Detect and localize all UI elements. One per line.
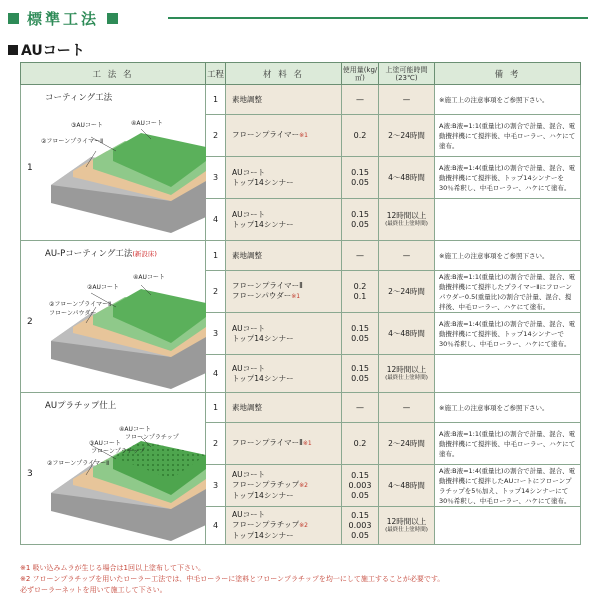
- usage-value: —: [356, 402, 364, 412]
- material-cell: [226, 355, 342, 393]
- material-name: トップ14シンナー: [232, 219, 294, 229]
- layer-label: フローンプラチップ: [125, 434, 179, 441]
- section-title: [8, 40, 85, 60]
- header-usage: 使用量(kg/㎡): [342, 63, 379, 85]
- usage-cell: [342, 241, 379, 271]
- interval-cell: [379, 85, 435, 115]
- interval-value: —: [402, 95, 411, 104]
- interval-cell: [379, 241, 435, 271]
- usage-value: —: [356, 94, 364, 104]
- material-cell: [226, 199, 342, 241]
- step-number: 4: [206, 355, 226, 393]
- usage-value: 0.05: [351, 490, 369, 500]
- usage-value: 0.05: [351, 219, 369, 229]
- usage-cell: [342, 271, 379, 313]
- material-name: トップ14シンナー: [232, 333, 294, 343]
- layer-label: ②フローンプライマーⅡ: [47, 460, 110, 467]
- layer-label: ②フローンプライマーⅡ: [41, 138, 104, 145]
- material-cell: [226, 157, 342, 199]
- usage-cell: [342, 199, 379, 241]
- method-title-text: コーティング工法: [45, 93, 113, 103]
- method-cell: [21, 85, 206, 241]
- bullet-square-icon: [8, 45, 18, 55]
- note-cell: [435, 393, 581, 423]
- step-number: 4: [206, 199, 226, 241]
- layer-label: ④AUコート: [133, 274, 165, 281]
- step-number: 3: [206, 313, 226, 355]
- footnote-1: ※1 吸い込みムラが生じる場合は1回以上塗布して下さい。: [20, 564, 205, 572]
- note-cell: [435, 423, 581, 465]
- material-mark: ※1: [291, 293, 301, 300]
- material-name: フローンプライマーⅡ: [232, 281, 303, 290]
- method-cell: [21, 241, 206, 393]
- interval-cell: [379, 271, 435, 313]
- interval-cell: [379, 465, 435, 507]
- interval-value: 12時間以上: [386, 364, 427, 374]
- layer-label: ④AUコート: [119, 426, 151, 433]
- interval-cell: [379, 199, 435, 241]
- interval-value: (最終仕上塗時間): [385, 374, 428, 381]
- interval-cell: [379, 313, 435, 355]
- material-cell: [226, 85, 342, 115]
- interval-value: (最終仕上塗時間): [385, 526, 428, 533]
- header-material: 材 料 名: [226, 63, 342, 85]
- header-step: 工程: [206, 63, 226, 85]
- interval-cell: [379, 507, 435, 545]
- step-number: 4: [206, 507, 226, 545]
- note-cell: [435, 157, 581, 199]
- method-number: 3: [27, 468, 33, 479]
- usage-value: 0.003: [348, 520, 372, 530]
- layer-illustration: [21, 393, 206, 545]
- method-number: 2: [27, 316, 33, 327]
- note-cell: [435, 271, 581, 313]
- section-title-text: AUコート: [21, 43, 85, 59]
- interval-value: 2～24時間: [388, 439, 425, 448]
- usage-cell: [342, 423, 379, 465]
- note-cell: [435, 313, 581, 355]
- material-name: フローンパウダー: [232, 291, 292, 300]
- note-text: A液:B液=1:1(重量比)の割合で計量、混合、電動攪拌機にて撹拌したプライマーⅡにフローンパウダー0.5(重量比)の割合で計量、混合、撹拌後、中毛ローラー、ハケにて塗布。: [439, 272, 576, 311]
- step-number: 1: [206, 393, 226, 423]
- usage-cell: [342, 355, 379, 393]
- material-mark: ※1: [302, 440, 312, 447]
- interval-value: —: [402, 403, 411, 412]
- layer-label: ③AUコート: [89, 440, 121, 447]
- material-name: AUコート: [232, 209, 266, 219]
- page-banner: [8, 6, 163, 30]
- usage-cell: [342, 507, 379, 545]
- note-text: A液:B液=1:4(重量比)の割合で計量、混合、電動攪拌機にて撹拌後、トップ14シンナーで30％希釈し、中毛ローラー、ハケにて塗布。: [439, 319, 576, 348]
- material-name: トップ14シンナー: [232, 177, 294, 187]
- method-title-text: AUプラチップ仕上: [45, 401, 117, 411]
- note-text: A液:B液=1:1(重量比)の割合で計量、混合、電動攪拌機にて撹拌後、中毛ローラー、ハケにて塗布。: [439, 121, 576, 150]
- note-cell: [435, 241, 581, 271]
- usage-cell: [342, 393, 379, 423]
- interval-value: 2～24時間: [388, 131, 425, 140]
- footnote-2: ※2 フローンプラチップを用いたローラー工法では、中毛ローラーに塗料とフローンプラチップを均一にして施工することが必要です。: [20, 575, 445, 583]
- banner-divider: [168, 17, 588, 19]
- step-number: 2: [206, 115, 226, 157]
- footnotes: [20, 563, 595, 596]
- usage-value: 0.15: [351, 209, 369, 219]
- usage-value: 0.05: [351, 333, 369, 343]
- table-header-row: [21, 63, 581, 85]
- layer-label: フローンパウダー: [49, 310, 97, 317]
- material-name: フローンプラチップ: [232, 520, 300, 529]
- note-cell: [435, 465, 581, 507]
- banner-square-icon: [107, 13, 118, 24]
- step-number: 3: [206, 465, 226, 507]
- material-name: トップ14シンナー: [232, 531, 294, 540]
- method-title-mark: (新設床): [132, 250, 157, 258]
- note-text: ※施工上の注意事項をご参照下さい。: [439, 251, 549, 260]
- usage-cell: [342, 465, 379, 507]
- note-cell: [435, 507, 581, 545]
- material-name: AUコート: [232, 470, 266, 479]
- note-cell: [435, 85, 581, 115]
- material-name: トップ14シンナー: [232, 373, 294, 383]
- note-text: ※施工上の注意事項をご参照下さい。: [439, 95, 549, 104]
- banner-square-icon: [8, 13, 19, 24]
- layer-label: フローンプラチップ: [91, 448, 145, 455]
- material-cell: [226, 423, 342, 465]
- usage-cell: [342, 313, 379, 355]
- footnote-3: 必ずローラーネットを用いて施工して下さい。: [20, 586, 167, 594]
- page-title: 標準工法: [27, 9, 100, 28]
- layer-illustration: [21, 241, 206, 393]
- layer-label: ②AUコート: [87, 284, 119, 291]
- material-name: トップ14シンナー: [232, 491, 294, 500]
- layer-illustration: [21, 85, 206, 241]
- usage-cell: [342, 85, 379, 115]
- material-name: 素地調整: [232, 250, 262, 260]
- layer-label: ③AUコート: [71, 122, 103, 129]
- usage-cell: [342, 157, 379, 199]
- material-name: AUコート: [232, 363, 266, 373]
- interval-cell: [379, 115, 435, 157]
- step-number: 1: [206, 241, 226, 271]
- interval-cell: [379, 393, 435, 423]
- material-mark: ※2: [299, 482, 308, 489]
- material-mark: ※1: [299, 132, 308, 139]
- interval-cell: [379, 423, 435, 465]
- note-text: A液:B液=1:1(重量比)の割合で計量、混合、電動攪拌機にて撹拌後、中毛ローラー、ハケにて塗布。: [439, 429, 576, 458]
- step-number: 1: [206, 85, 226, 115]
- header-method: 工 法 名: [21, 63, 206, 85]
- usage-value: 0.003: [348, 480, 372, 490]
- spec-table: [20, 62, 581, 545]
- interval-value: 12時間以上: [386, 516, 427, 526]
- material-cell: [226, 271, 342, 313]
- material-name: フローンプライマー: [232, 130, 300, 139]
- interval-value: —: [402, 251, 411, 260]
- table-row: [21, 85, 581, 115]
- usage-value: 0.15: [351, 167, 369, 177]
- usage-value: 0.2: [353, 130, 367, 140]
- note-cell: [435, 355, 581, 393]
- usage-value: 0.05: [351, 530, 369, 540]
- material-name: AUコート: [232, 323, 266, 333]
- table-row: [21, 241, 581, 271]
- usage-value: 0.15: [351, 510, 369, 520]
- note-text: A液:B液=1:4(重量比)の割合で計量、混合、電動攪拌機にて撹拌したAUコートにフローンプラチップを5％加え、トップ14シンナーにて30％希釈し、中毛ローラー、ハケにて塗布。: [439, 466, 576, 505]
- note-text: A液:B液=1:4(重量比)の割合で計量、混合、電動攪拌機にて撹拌後、トップ14シンナーを30％希釈し、中毛ローラー、ハケにて塗布。: [439, 163, 576, 192]
- material-cell: [226, 313, 342, 355]
- usage-value: —: [356, 250, 364, 260]
- note-cell: [435, 199, 581, 241]
- table-row: [21, 393, 581, 423]
- material-name: AUコート: [232, 510, 266, 519]
- step-number: 2: [206, 271, 226, 313]
- usage-value: 0.1: [353, 291, 367, 301]
- material-mark: ※2: [299, 522, 308, 529]
- material-cell: [226, 507, 342, 545]
- material-name: 素地調整: [232, 402, 262, 412]
- note-text: ※施工上の注意事項をご参照下さい。: [439, 403, 549, 412]
- usage-value: 0.05: [351, 373, 369, 383]
- method-number: 1: [27, 162, 33, 173]
- material-cell: [226, 115, 342, 157]
- usage-value: 0.2: [353, 281, 367, 291]
- usage-value: 0.15: [351, 363, 369, 373]
- usage-value: 0.2: [353, 438, 367, 448]
- interval-value: (最終仕上塗時間): [385, 220, 428, 227]
- interval-value: 4～48時間: [388, 481, 425, 490]
- step-number: 2: [206, 423, 226, 465]
- method-cell: [21, 393, 206, 545]
- interval-value: 2～24時間: [388, 287, 425, 296]
- header-note: 備 考: [435, 63, 581, 85]
- interval-value: 4～48時間: [388, 329, 425, 338]
- material-name: AUコート: [232, 167, 266, 177]
- interval-cell: [379, 157, 435, 199]
- usage-value: 0.15: [351, 323, 369, 333]
- usage-value: 0.15: [351, 470, 369, 480]
- header-interval: 上塗可能時間(23℃): [379, 63, 435, 85]
- interval-value: 4～48時間: [388, 173, 425, 182]
- note-cell: [435, 115, 581, 157]
- layer-label: ④AUコート: [131, 120, 163, 127]
- interval-value: 12時間以上: [386, 210, 427, 220]
- step-number: 3: [206, 157, 226, 199]
- method-title-text: AU-Pコーティング工法: [45, 249, 133, 259]
- material-cell: [226, 465, 342, 507]
- usage-cell: [342, 115, 379, 157]
- material-cell: [226, 241, 342, 271]
- usage-value: 0.05: [351, 177, 369, 187]
- layer-label: ②フローンプライマーⅡ: [49, 301, 112, 308]
- material-name: フローンプライマーⅡ: [232, 438, 303, 447]
- material-name: 素地調整: [232, 94, 262, 104]
- interval-cell: [379, 355, 435, 393]
- material-cell: [226, 393, 342, 423]
- material-name: フローンプラチップ: [232, 480, 300, 489]
